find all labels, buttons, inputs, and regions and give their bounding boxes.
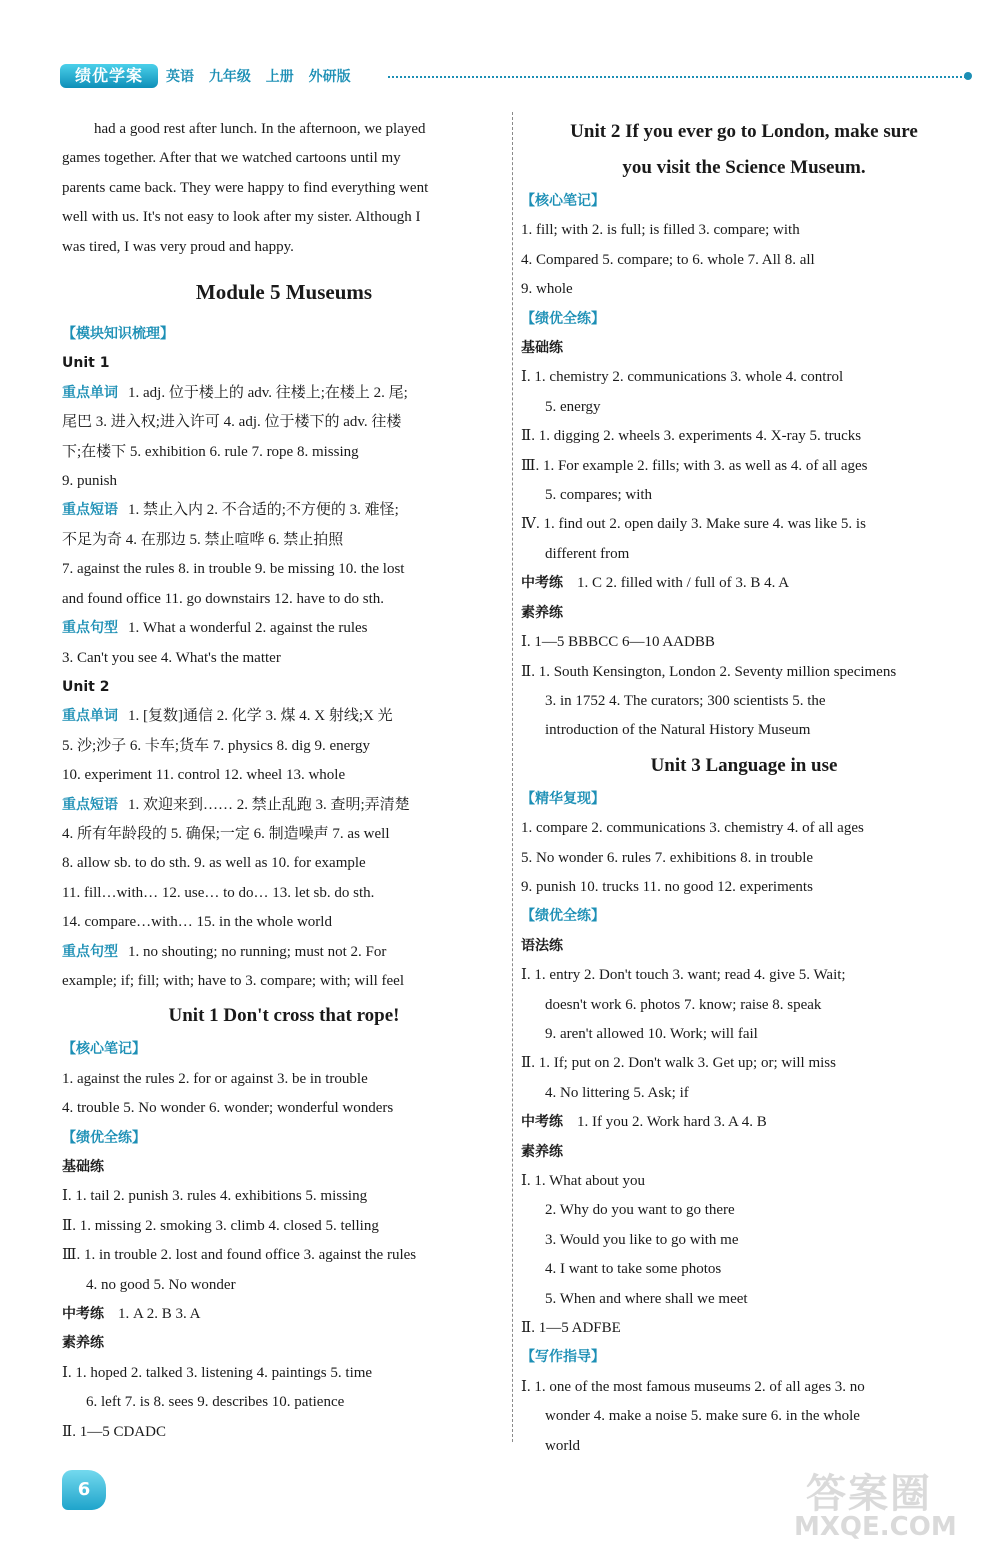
text-line: example; if; fill; with; have to 3. compare; with; will feel bbox=[62, 972, 404, 989]
text-line: 1. fill; with 2. is full; is filled 3. compare; with bbox=[521, 222, 800, 239]
text-line: wonder 4. make a noise 5. make sure 6. in the whole bbox=[545, 1408, 860, 1425]
exercise-label: 中考练 bbox=[521, 575, 563, 592]
text-line: Ⅱ. 1. digging 2. wheels 3. experiments 4. X-ray 5. trucks bbox=[521, 428, 862, 445]
section-label: 【精华复现】 bbox=[521, 790, 605, 807]
text-line: 14. compare…with… 15. in the whole world bbox=[62, 914, 332, 931]
text-line: 1. adj. 位于楼上的 adv. 往楼上;在楼上 2. 尾; bbox=[128, 384, 408, 401]
text-line: 1. If you 2. Work hard 3. A 4. B bbox=[577, 1114, 767, 1131]
text-line: 3. Would you like to go with me bbox=[545, 1231, 739, 1248]
text-line: Ⅰ. 1. one of the most famous museums 2. of all ages 3. no bbox=[521, 1378, 865, 1395]
exercise-label: 素养练 bbox=[521, 1143, 563, 1160]
text-line: Ⅰ. 1. What about you bbox=[521, 1173, 645, 1189]
text-line: 5. compares; with bbox=[545, 487, 653, 504]
text-line: 4. no good 5. No wonder bbox=[86, 1276, 236, 1293]
edition: 外研版 bbox=[308, 69, 351, 85]
section-label: 【核心笔记】 bbox=[521, 193, 605, 209]
exercise-label: 基础练 bbox=[521, 340, 563, 357]
text-line: introduction of the Natural History Museum bbox=[545, 722, 811, 739]
text-line: 3. Can't you see 4. What's the matter bbox=[62, 649, 281, 666]
text-line: 4. Compared 5. compare; to 6. whole 7. All 8. all bbox=[521, 251, 815, 268]
text-line: Ⅰ. 1. hoped 2. talked 3. listening 4. paintings 5. time bbox=[62, 1364, 373, 1381]
header-dotted-rule bbox=[388, 76, 966, 78]
text-line: Ⅲ. 1. in trouble 2. lost and found office 3. against the rules bbox=[62, 1247, 417, 1264]
text-line: 10. experiment 11. control 12. wheel 13. whole bbox=[62, 767, 346, 784]
text-line: 9. punish 10. trucks 11. no good 12. experiments bbox=[521, 878, 813, 895]
text-line: parents came back. They were happy to find everything went bbox=[62, 179, 429, 196]
text-line: Ⅰ. 1. entry 2. Don't touch 3. want; read 4. give 5. Wait; bbox=[521, 967, 846, 984]
section-label: 【绩优全练】 bbox=[521, 908, 605, 925]
text-line: had a good rest after lunch. In the afternoon, we played bbox=[94, 121, 426, 137]
unit-title: Unit 1 Don't cross that rope! bbox=[168, 1005, 400, 1027]
key-words-label: 重点单词 bbox=[62, 708, 118, 725]
text-line: Ⅰ. 1. chemistry 2. communications 3. whole 4. control bbox=[521, 369, 844, 386]
unit-label: Unit 1 bbox=[62, 355, 110, 372]
text-line: Ⅱ. 1. missing 2. smoking 3. climb 4. closed 5. telling bbox=[62, 1217, 379, 1234]
page-header bbox=[60, 62, 972, 92]
text-line: 9. punish bbox=[62, 473, 118, 490]
text-line: and found office 11. go downstairs 12. have to do sth. bbox=[62, 590, 385, 607]
section-label: 【绩优全练】 bbox=[62, 1129, 146, 1146]
exercise-label: 素养练 bbox=[521, 604, 563, 621]
text-line: 11. fill…with… 12. use… to do… 13. let sb. do sth. bbox=[62, 884, 375, 901]
exercise-label: 中考练 bbox=[62, 1306, 104, 1323]
text-line: 1. no shouting; no running; must not 2. For bbox=[128, 943, 387, 960]
text-line: 下;在楼下 5. exhibition 6. rule 7. rope 8. missing bbox=[62, 443, 359, 460]
book-info bbox=[166, 66, 361, 86]
text-line: 5. energy bbox=[545, 398, 601, 415]
text-line: 6. left 7. is 8. sees 9. describes 10. patience bbox=[86, 1394, 345, 1411]
text-line: 4. No littering 5. Ask; if bbox=[545, 1084, 689, 1101]
text-line: 尾巴 3. 进入权;进入许可 4. adj. 位于楼下的 adv. 往楼 bbox=[62, 414, 402, 431]
text-line: 4. trouble 5. No wonder 6. wonder; wonderful wonders bbox=[62, 1100, 394, 1117]
text-line: different from bbox=[545, 545, 630, 562]
grade: 九年级 bbox=[208, 69, 251, 85]
watermark-logo: 答案圈 bbox=[806, 1471, 932, 1517]
text-line: 1. What a wonderful 2. against the rules bbox=[128, 620, 368, 637]
header-dot bbox=[964, 72, 972, 80]
text-line: 3. in 1752 4. The curators; 300 scientists 5. the bbox=[545, 692, 826, 709]
text-line: Ⅱ. 1. If; put on 2. Don't walk 3. Get up; or; will miss bbox=[521, 1055, 836, 1072]
text-line: Ⅰ. 1. tail 2. punish 3. rules 4. exhibitions 5. missing bbox=[62, 1188, 368, 1205]
section-label: 【模块知识梳理】 bbox=[62, 326, 174, 343]
text-line: Ⅳ. 1. find out 2. open daily 3. Make sure 4. was like 5. is bbox=[521, 516, 866, 533]
text-line: well with us. It's not easy to look after my sister. Although I bbox=[62, 209, 421, 226]
text-line: 5. No wonder 6. rules 7. exhibitions 8. in trouble bbox=[521, 849, 814, 866]
text-line: 1. 禁止入内 2. 不合适的;不方便的 3. 难怪; bbox=[128, 502, 399, 519]
text-line: 1. [复数]通信 2. 化学 3. 煤 4. X 射线;X 光 bbox=[128, 708, 393, 725]
text-line: 9. whole bbox=[521, 281, 573, 298]
page-number: 6 bbox=[62, 1470, 106, 1510]
key-words-label: 重点单词 bbox=[62, 384, 118, 401]
text-line: 5. 沙;沙子 6. 卡车;货车 7. physics 8. dig 9. energy bbox=[62, 737, 371, 754]
text-line: 1. compare 2. communications 3. chemistry 4. of all ages bbox=[521, 820, 864, 837]
text-line: doesn't work 6. photos 7. know; raise 8. speak bbox=[545, 996, 822, 1013]
column-divider bbox=[512, 112, 513, 1442]
key-phrases-label: 重点短语 bbox=[62, 796, 118, 813]
key-phrases-label: 重点短语 bbox=[62, 502, 118, 519]
text-line: 2. Why do you want to go there bbox=[545, 1202, 735, 1219]
section-label: 【绩优全练】 bbox=[521, 310, 605, 327]
key-sentences-label: 重点句型 bbox=[62, 620, 118, 637]
exercise-label: 基础练 bbox=[62, 1159, 104, 1175]
unit-title: Unit 3 Language in use bbox=[650, 754, 838, 776]
watermark-url: MXQE.COM bbox=[794, 1512, 957, 1542]
text-line: world bbox=[545, 1437, 580, 1454]
text-line: Ⅰ. 1—5 BBBCC 6—10 AADBB bbox=[521, 634, 715, 651]
text-line: 9. aren't allowed 10. Work; will fail bbox=[545, 1025, 758, 1042]
unit-title: Unit 2 If you ever go to London, make sure bbox=[570, 121, 918, 142]
text-line: 4. I want to take some photos bbox=[545, 1261, 722, 1278]
text-line: 4. 所有年龄段的 5. 确保;一定 6. 制造噪声 7. as well bbox=[62, 825, 390, 842]
text-line: games together. After that we watched cartoons until my bbox=[62, 150, 401, 167]
left-column bbox=[62, 115, 506, 1447]
text-line: 1. 欢迎来到…… 2. 禁止乱跑 3. 查明;弄清楚 bbox=[128, 796, 410, 813]
unit-label: Unit 2 bbox=[62, 678, 110, 695]
text-line: Ⅱ. 1—5 ADFBE bbox=[521, 1320, 621, 1337]
right-column bbox=[521, 115, 967, 1461]
text-line: 1. against the rules 2. for or against 3. be in trouble bbox=[62, 1070, 368, 1087]
text-line: Ⅲ. 1. For example 2. fills; with 3. as well as 4. of all ages bbox=[521, 457, 868, 474]
exercise-label: 语法练 bbox=[521, 937, 563, 954]
section-label: 【核心笔记】 bbox=[62, 1041, 146, 1058]
section-label: 【写作指导】 bbox=[521, 1349, 605, 1366]
text-line: 1. A 2. B 3. A bbox=[118, 1306, 201, 1323]
unit-title-line2: you visit the Science Museum. bbox=[622, 157, 866, 178]
text-line: 5. When and where shall we meet bbox=[545, 1290, 748, 1307]
text-line: 8. allow sb. to do sth. 9. as well as 10. for example bbox=[62, 855, 366, 872]
exercise-label: 中考练 bbox=[521, 1114, 563, 1131]
text-line: 1. C 2. filled with / full of 3. B 4. A bbox=[577, 575, 790, 592]
text-line: was tired, I was very proud and happy. bbox=[62, 238, 294, 255]
exercise-label: 素养练 bbox=[62, 1335, 104, 1352]
text-line: Ⅱ. 1. South Kensington, London 2. Seventy million specimens bbox=[521, 663, 897, 680]
subject: 英语 bbox=[166, 69, 194, 85]
key-sentences-label: 重点句型 bbox=[62, 943, 118, 960]
module-title: Module 5 Museums bbox=[195, 280, 373, 305]
brand-logo: 绩优学案 bbox=[60, 64, 158, 88]
text-line: 不足为奇 4. 在那边 5. 禁止喧哗 6. 禁止拍照 bbox=[62, 531, 344, 548]
text-line: 7. against the rules 8. in trouble 9. be missing 10. the lost bbox=[62, 561, 405, 578]
term: 上册 bbox=[265, 69, 294, 85]
text-line: Ⅱ. 1—5 CDADC bbox=[62, 1423, 166, 1440]
